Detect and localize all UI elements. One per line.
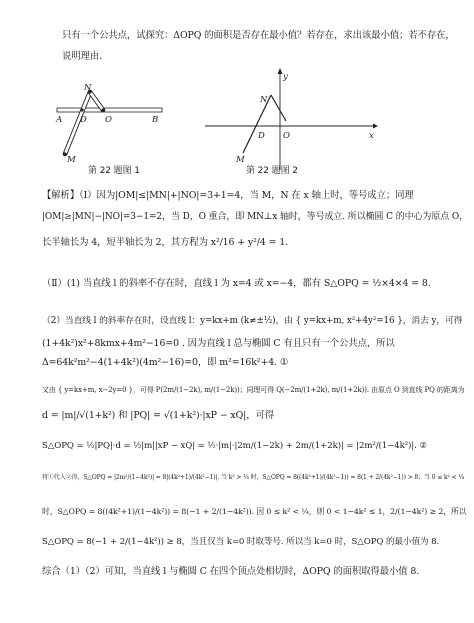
label-m: M [67,155,76,165]
label-n: N [84,83,92,93]
point-o [101,108,104,111]
label-y: y [283,72,288,82]
label-d: D [258,131,265,141]
label-d: D [80,115,87,125]
x-axis-arrow [373,124,378,129]
figure-1-caption: 第 22 题图 1 [88,166,140,176]
label-x: x [369,131,374,141]
solution-line-11: 将①代入②得，S△OPQ = |2m²/(1−4k²)| = 8|(4k²+1)/(4k²−1)|. 当 k² > ¼ 时，S△OPQ = 8((4k²+1)/(4k²−1)) = 8(1 + 2/(4k²−1)) > 8；当 0 ≤ k² < ¼ [42,474,465,481]
solution-line-9: d = |m|/√(1+k²) 和 |PQ| = √(1+k²)·|xP − xQ|，可得 [42,410,275,421]
solution-line-2: |OM|≥|MN|−|NO|=3−1=2，当 D，O 重合，即 MN⊥x 轴时，等号成立. 所以椭圆 C 的中心为原点 O， [42,212,469,222]
figure-2-diagram [195,62,380,172]
point-d [80,108,83,111]
label-n: N [260,95,268,105]
y-axis-arrow [278,68,283,74]
solution-line-3: 长半轴长为 4，短半轴长为 2，其方程为 x²/16 + y²/4 = 1. [42,237,288,248]
solution-line-8: 又由 { y=kx+m, x−2y=0 }，可得 P(2m/(1−2k), m/(1−2k))；同理可得 Q(−2m/(1+2k), m/(1+2k)). 由原点 O 到直线 PQ 的距离为 [42,386,465,394]
segment-np [271,95,286,121]
rod-no [90,92,103,110]
solution-line-4: （Ⅱ）(1) 当直线 l 的斜率不存在时，直线 l 为 x=4 或 x=−4，都有 S△OPQ = ½×4×4 = 8. [42,278,431,289]
slot-rail [57,108,162,112]
solution-line-10: S△OPQ = ½|PQ|·d = ½|m||xP − xQ| = ½·|m|·|2m/(1−2k) + 2m/(1+2k)| = |2m²/(1−4k²)|. ② [42,441,427,451]
label-a: A [56,115,63,125]
solution-line-13: S△OPQ = 8(−1 + 2/(1−4k²)) ≥ 8，当且仅当 k=0 时取等号. 所以当 k=0 时，S△OPQ 的最小值为 8. [42,537,440,547]
label-o: O [283,131,290,141]
solution-line-5: （2）当直线 l 的斜率存在时，设直线 l：y=kx+m (k≠±½)，由 { y=kx+m, x²+4y²=16 }，消去 y，可得 [42,316,463,326]
solution-line-6: (1+4k²)x²+8kmx+4m²−16=0 . 因为直线 l 总与椭圆 C 有且只有一个公共点，所以 [42,338,395,349]
solution-line-1: 【解析】（Ⅰ）因为|OM|≤|MN|+|NO|=3+1=4，当 M，N 在 x 轴上时，等号成立；同理 [42,190,414,201]
solution-line-7: Δ=64k²m²−4(1+4k²)(4m²−16)=0，即 m²=16k²+4. ① [42,357,289,368]
problem-text-line-1: 只有一个公共点，试探究：ΔOPQ 的面积是否存在最小值？若存在，求出该最小值；若不存在， [62,30,455,41]
label-b: B [152,115,159,125]
label-m: M [236,155,245,165]
figure-2-caption: 第 22 题图 2 [246,166,298,176]
problem-text-line-2: 说明理由. [62,51,102,62]
solution-line-14: 综合（1）（2）可知，当直线 l 与椭圆 C 在四个顶点处相切时，ΔOPQ 的面积取得最小值 8. [42,566,420,577]
solution-line-12: 时，S△OPQ = 8((4k²+1)/(1−4k²)) = 8(−1 + 2/(1−4k²)). 因 0 ≤ k² < ¼，则 0 < 1−4k² ≤ 1，2/(1−4k²) ≥ 2，所以 [42,507,467,516]
label-o: O [105,115,112,125]
